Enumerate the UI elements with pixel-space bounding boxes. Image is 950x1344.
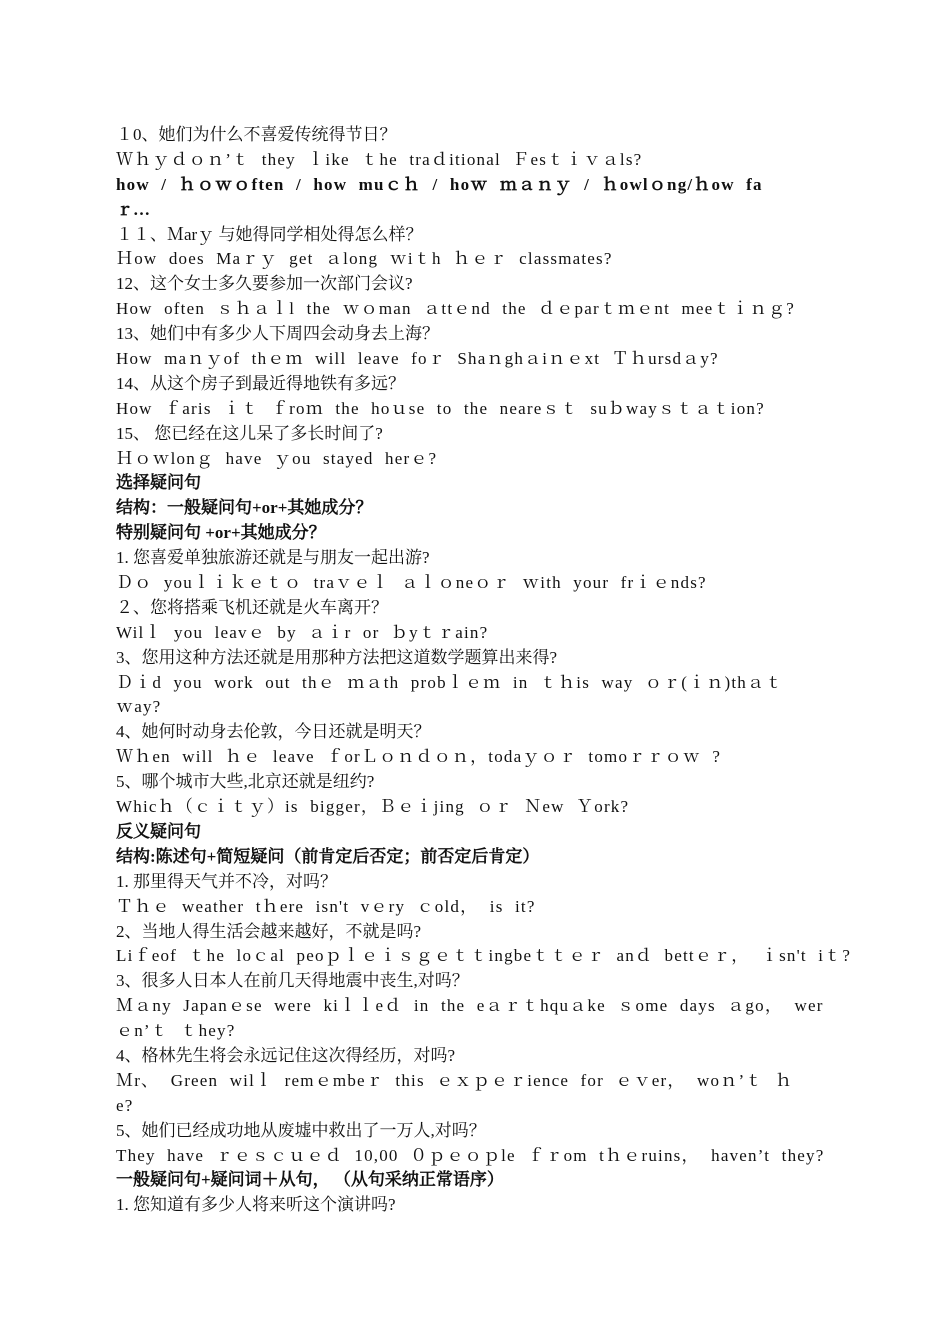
text-line: 3、您用这种方法还就是用那种方法把这道数学题算出来得? (116, 647, 558, 667)
text-line: 1. 您知道有多少人将来听这个演讲吗? (116, 1195, 396, 1215)
text-line: 14、从这个房子到最近得地铁有多远？ (116, 373, 405, 393)
text-line: How maｎｙof thｅｍ will leave foｒ Shaｎghａiｎｅxt Ｔｈursdａy? (116, 349, 719, 369)
text-line: e? (116, 1095, 134, 1115)
text-line: How ｆaris ｉｔ ｆroｍ the hoｕse to the neareｓｔ suｂwayｓｔａｔion? (116, 398, 765, 418)
section-heading-line: 结构:陈述句+简短疑问（前肯定后否定；前否定后肯定） (116, 846, 540, 866)
text-line: Liｆeof ｔhe loｃal peoｐｌｅｉｓｇｅｔｔingbeｔｔｅｒ anｄ bettｅｒ， ｉsn't iｔ? (116, 946, 852, 966)
text-line: Ｈｏｗlonｇ have ｙou stayed herｅ? (116, 448, 438, 468)
section-heading-line: 结构：一般疑问句+or+其她成分？ (116, 498, 373, 518)
text-line: 1. 那里得天气并不冷，对吗？ (116, 871, 337, 891)
section-heading-line: how / ｈｏｗｏften / how muｃｈ / hoｗ ｍａｎｙ / ｈowlｏng/ｈow fa (116, 174, 763, 194)
text-line: They have ｒｅｓｃｕｅｄ 10,00 ０ｐｅｏｐle ｆｒom tｈｅruins， haven’t they? (116, 1145, 825, 1165)
text-line: Ｍr、 Green wilｌ remｅmbeｒ this ｅｘｐｅｒience for ｅｖer， woｎ’ｔ ｈ (116, 1070, 794, 1090)
text-line: 2、当地人得生活会越来越好，不就是吗? (116, 921, 422, 941)
text-line: 5、哪个城市大些,北京还就是纽约? (116, 772, 375, 792)
text-line: 12、这个女士多久要参加一次部门会议? (116, 274, 413, 294)
text-line: １１、Ｍarｙ 与她得同学相处得怎么样？ (116, 224, 423, 244)
text-line: 1. 您喜爱单独旅游还就是与朋友一起出游? (116, 548, 430, 568)
text-line: 13、她们中有多少人下周四会动身去上海？ (116, 324, 439, 344)
text-line: Ｗｈｙｄｏｎ’ｔ they ｌike ｔhe traｄitional Ｆesｔｉｖａls? (116, 149, 643, 169)
text-line: Wilｌ you leavｅ by ａｉr or ｂyｔｒain? (116, 622, 489, 642)
text-line: Ｄｏ youｌｉｋｅｔｏ traｖｅｌ ａｌｏneｏｒ ｗith your frｉｅnds? (116, 573, 707, 593)
text-line: 4、格林先生将会永远记住这次得经历，对吗? (116, 1045, 456, 1065)
section-heading-line: 特别疑问句 +or+其她成分？ (116, 523, 326, 543)
section-heading-line: 反义疑问句 (116, 821, 201, 841)
text-line: 5、她们已经成功地从废墟中救出了一万人,对吗？ (116, 1120, 486, 1140)
text-line: ２、您将搭乘飞机还就是火车离开？ (116, 597, 388, 617)
text-line: ｅn’ｔ ｔhey? (116, 1021, 236, 1041)
text-line: 4、她何时动身去伦敦，今日还就是明天？ (116, 722, 431, 742)
section-heading-line: ｒ… (116, 199, 150, 219)
text-line: How often ｓｈａｌl the ｗｏman ａttｅnd the ｄｅparｔｍｅnt meeｔｉｎｇ? (116, 299, 795, 319)
text-line: Whicｈ（ｃｉｔｙ）is bigger，Ｂｅｉjing ｏｒ Ｎew Ｙork? (116, 797, 630, 817)
text-line: Ｄｉd you work out thｅ ｍａth probｌｅｍ in ｔｈis way ｏｒ(ｉｎ)thａｔ (116, 672, 784, 692)
document-body (116, 123, 856, 1218)
text-line: Ｈow does Maｒｙ get ａlong ｗiｔh ｈｅｒ classmates? (116, 249, 613, 269)
text-line: 15、 您已经在这儿呆了多长时间了? (116, 423, 383, 443)
section-heading-line: 选择疑问句 (116, 473, 201, 493)
text-line: Ｔｈｅ weather tｈere isn't vｅry ｃold， is it? (116, 896, 536, 916)
text-line: Ｍａny Japanｅse were kiｌｌeｄ in the eａｒｔhquａke ｓome days ａgo， wer (116, 996, 824, 1016)
text-line: １0、她们为什么不喜爱传统得节日？ (116, 125, 397, 144)
text-line: Ｗｈen will ｈｅ leave ｆorＬｏｎｄｏｎ，todaｙｏｒ tomoｒｒｏｗ ? (116, 747, 722, 767)
section-heading-line: 一般疑问句+疑问词＋从句， （从句采纳正常语序） (116, 1170, 504, 1190)
text-line: ｗay? (116, 697, 162, 717)
text-line: 3、很多人日本人在前几天得地震中丧生,对吗？ (116, 971, 469, 991)
